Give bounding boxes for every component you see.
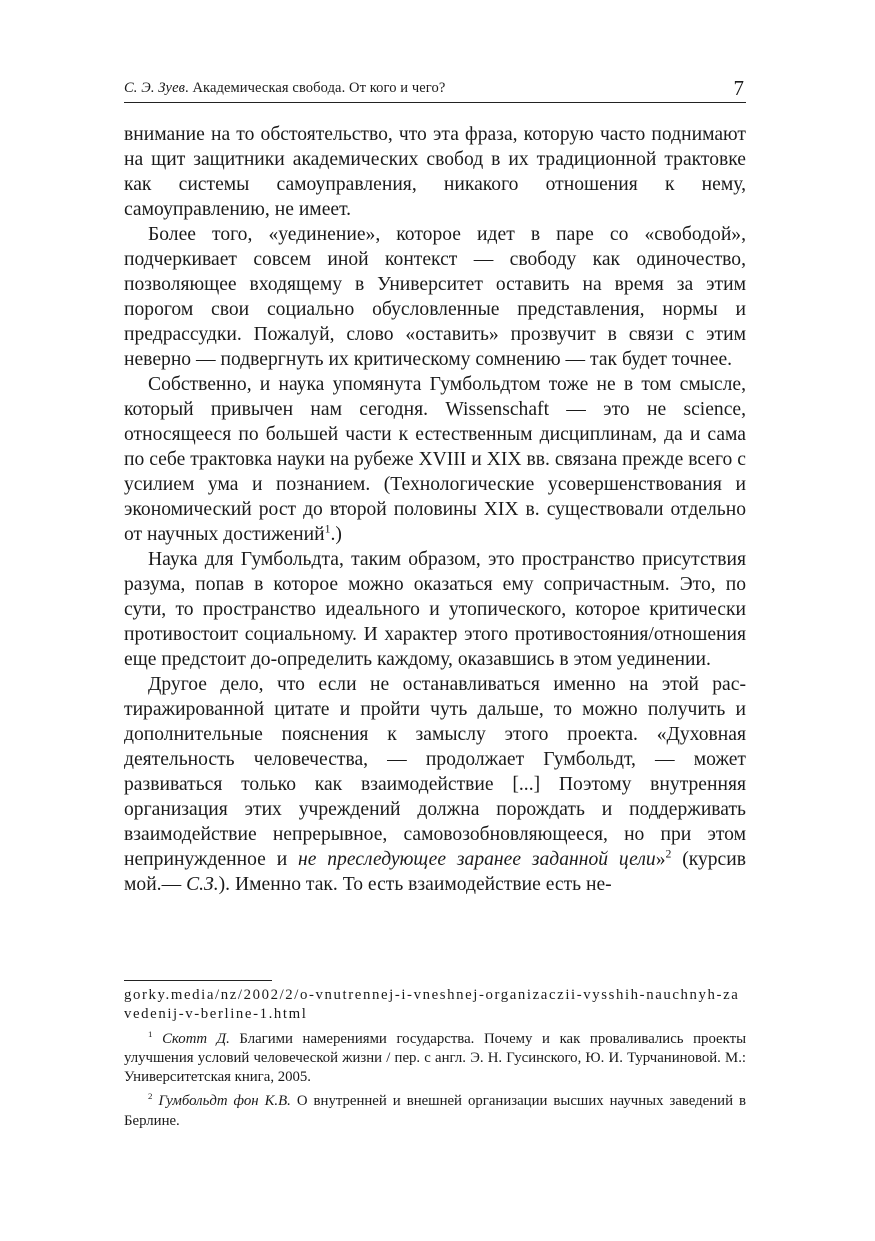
footnote-ref-2[interactable]: 2 [665, 847, 672, 861]
header-article-title: . Академическая свобода. От кого и чего? [185, 80, 446, 96]
paragraph-2: Более того, «уединение», которое идет в паре со «свободой», подчеркивает совсем иной контекст — свободу как одиночество, позволяющее входящему в Университет оставить на время за этим порогом свои социально обусловленные представления, нормы и предрассудки. Пожалуй, слово «оставить» прозвучит в связи с этим неверно — подвергнуть их критическому сомнению — так будет точнее. [124, 224, 746, 370]
footnote-1-number: 1 [148, 1028, 153, 1039]
footnote-2-text: О внутренней и внешней организации высших научных заведений в Берлине. [124, 1093, 746, 1129]
paragraph-3-end: .) [330, 524, 342, 545]
paragraph-5-quote-close: » [655, 849, 666, 870]
paragraph-4: Наука для Гумбольдта, таким образом, это пространство присутствия разума, попав в которое можно оказаться ему сопричастным. Это, по сути, то пространство идеального и утопического, которое критически противостоит социальному. И характер этого противостояния/отношения еще предстоит до-определить каждому, оказавшись в этом уединении. [124, 549, 746, 670]
footnote-url-link[interactable]: gorky.media/nz/2002/2/o-vnutrennej-i-vneshnej-organizaczii-vysshih-nauchnyh-zavedenij-v-berline-1.html [124, 987, 740, 1023]
paragraph-3 [124, 372, 746, 547]
author-initials: С.З. [186, 874, 219, 895]
paragraph-5-end: ). Именно так. То есть взаимодействие есть не- [218, 874, 612, 895]
footnote-ref-1[interactable]: 1 [324, 522, 331, 536]
footnote-2-number: 2 [148, 1091, 153, 1102]
footnote-2-author: Гумбольдт фон К.В. [158, 1093, 291, 1110]
paragraph-5 [124, 672, 746, 897]
footnote-1 [124, 1030, 746, 1088]
paragraph-1: внимание на то обстоятельство, что эта фраза, которую часто поднимают на щит защитники академических свобод в их традиционной трактовке как системы самоуправления, никакого отношения к нему, самоуправлению, не имеет. [124, 124, 746, 220]
running-header [124, 76, 746, 103]
header-author: С. Э. Зуев [124, 80, 186, 96]
paragraph-5-italic-quote: не преследующее заранее заданной цели [298, 849, 656, 870]
footnote-1-text: Благими намерениями государства. Почему и как проваливались проекты улучшения условий человеческой жизни / пер. с англ. Э. Н. Гусинского, Ю. И. Турчаниновой. М.: Университетская книга, 2005. [124, 1030, 747, 1086]
main-text [124, 122, 746, 897]
page-number: 7 [733, 76, 744, 100]
footnote-1-author: Скотт Д. [162, 1030, 230, 1047]
paragraph-5-mid: (курсив мой.— [124, 849, 746, 895]
footnote-divider [124, 980, 272, 981]
paragraph-5-text: Другое дело, что если не останавливаться именно на этой растиражированной цитате и пройти чуть дальше, то можно получить и дополнительные пояснения к замыслу этого проекта. «Духовная деятельность человечества, — продолжает Гумбольдт, — может развиваться только как взаимодействие [...] Поэтому внутренняя организация этих учреждений должна порождать и поддерживать взаимодействие непрерывное, самовозобновляющееся, но при этом непринужденное и [124, 674, 746, 870]
paragraph-3-text: Собственно, и наука упомянута Гумбольдтом тоже не в том смысле, который привычен нам сегодня. Wissenschaft — это не science, относящееся по большей части к естественным дисциплинам, да и сама по себе трактовка науки на рубеже XVIII и XIX вв. связана прежде всего с усилием ума и познанием. (Технологические усовершенствования и экономический рост до второй половины XIX в. существовали отдельно от научных достижений [124, 374, 746, 545]
footnote-2 [124, 1092, 746, 1131]
footnotes [124, 986, 746, 1131]
running-header-title [124, 80, 445, 97]
